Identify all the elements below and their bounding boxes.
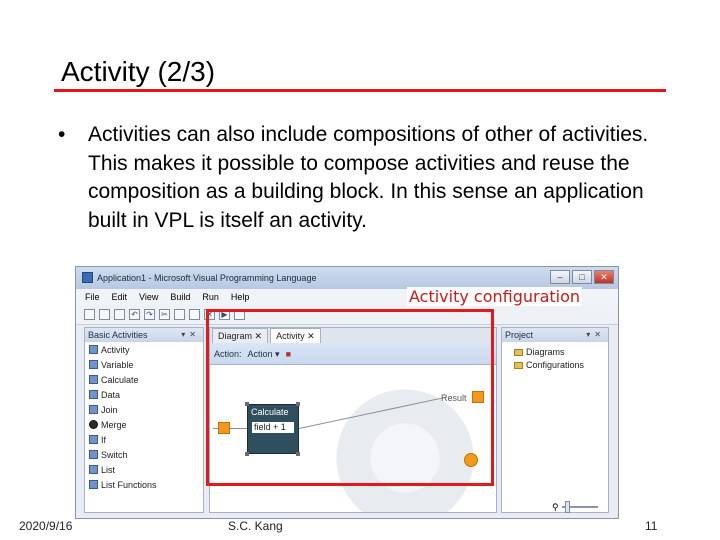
- footer-date: 2020/9/16: [19, 519, 73, 533]
- palette-item-list[interactable]: [85, 462, 203, 477]
- edit-actions-icon[interactable]: ■: [285, 349, 292, 359]
- merge-icon: [89, 420, 98, 429]
- activity-configuration-highlight: [206, 309, 494, 486]
- menu-edit[interactable]: Edit: [111, 292, 128, 302]
- menu-file[interactable]: File: [85, 292, 100, 302]
- action-label: Action:: [214, 349, 242, 359]
- paste-icon[interactable]: [189, 309, 200, 320]
- palette-item-label: Activity: [101, 344, 130, 355]
- palette-item-list-functions[interactable]: [85, 477, 203, 492]
- node-title: Calculate: [251, 407, 289, 417]
- menu-run[interactable]: Run: [202, 292, 219, 302]
- palette-item-label: Merge: [101, 419, 127, 430]
- list-functions-icon: [89, 480, 98, 489]
- window-titlebar: [76, 267, 618, 289]
- new-file-icon[interactable]: [84, 309, 95, 320]
- tab-close-icon[interactable]: ✕: [307, 331, 315, 341]
- palette-item-data[interactable]: [85, 387, 203, 402]
- data-icon: [89, 390, 98, 399]
- bullet-dot-icon: •: [58, 123, 66, 146]
- project-panel: [501, 327, 609, 513]
- palette-item-label: Variable: [101, 359, 134, 370]
- copy-icon[interactable]: [174, 309, 185, 320]
- slide-title: Activity (2/3): [61, 56, 216, 87]
- magnifier-icon: ⚲: [552, 501, 559, 512]
- tree-item-configurations[interactable]: [502, 359, 608, 372]
- palette-item-merge[interactable]: [85, 417, 203, 432]
- tree-item-label: Configurations: [526, 360, 585, 370]
- panel-close-icon[interactable]: ▾✕: [181, 330, 200, 339]
- palette-item-label: Data: [101, 389, 121, 400]
- delete-icon[interactable]: ✕: [204, 309, 215, 320]
- tree-item-label: Diagrams: [526, 347, 565, 357]
- maximize-button[interactable]: □: [572, 270, 592, 284]
- project-header: [502, 328, 608, 342]
- menu-view[interactable]: View: [139, 292, 159, 302]
- title-underline: [54, 89, 666, 92]
- bullet-point: [58, 121, 668, 235]
- join-icon: [89, 405, 98, 414]
- list-icon: [89, 465, 98, 474]
- palette-item-calculate[interactable]: [85, 372, 203, 387]
- footer-page-number: 11: [645, 519, 658, 533]
- save-icon[interactable]: [114, 309, 125, 320]
- undo-icon[interactable]: ↶: [129, 309, 140, 320]
- palette-item-label: If: [101, 434, 107, 445]
- palette-item-label: List Functions: [101, 479, 157, 490]
- variable-icon: [89, 360, 98, 369]
- palette-item-join[interactable]: [85, 402, 203, 417]
- open-folder-icon[interactable]: [99, 309, 110, 320]
- bullet-text: Activities can also include compositions of other of activities. This makes it possible to compose activities and reuse the composition as a building block. In this sense an application built in VPL is itself an activity.: [88, 123, 649, 232]
- cut-icon[interactable]: ✂: [159, 309, 170, 320]
- run-icon[interactable]: ▶: [219, 309, 230, 320]
- menu-help[interactable]: Help: [230, 292, 250, 302]
- palette-item-activity[interactable]: [85, 342, 203, 357]
- palette-item-variable[interactable]: [85, 357, 203, 372]
- zoom-control[interactable]: [552, 501, 612, 513]
- callout-label: Activity configuration: [409, 287, 581, 306]
- if-icon: [89, 435, 98, 444]
- node-expression-field[interactable]: field + 1: [251, 421, 295, 434]
- action-dropdown-value: Action: [247, 349, 273, 359]
- folder-icon: [514, 349, 523, 356]
- tab-label: Diagram: [218, 331, 253, 341]
- tree-item-diagrams[interactable]: [502, 346, 608, 359]
- folder-icon: [514, 362, 523, 369]
- palette-item-switch[interactable]: [85, 447, 203, 462]
- switch-icon: [89, 450, 98, 459]
- result-label: Result: [441, 393, 467, 403]
- minimize-button[interactable]: –: [550, 270, 570, 284]
- close-button[interactable]: ✕: [594, 270, 614, 284]
- redo-icon[interactable]: ↷: [144, 309, 155, 320]
- palette-header: [85, 328, 203, 342]
- tab-close-icon[interactable]: ✕: [254, 331, 263, 341]
- basic-activities-panel: [84, 327, 204, 513]
- palette-title: Basic Activities: [88, 330, 148, 340]
- calculate-icon: [89, 375, 98, 384]
- zoom-slider-thumb[interactable]: [565, 501, 570, 513]
- tab-label: Activity: [276, 331, 305, 341]
- menu-build[interactable]: Build: [170, 292, 191, 302]
- palette-item-label: Switch: [101, 449, 128, 460]
- app-icon: [82, 272, 93, 283]
- panel-close-icon[interactable]: ▾✕: [586, 330, 605, 339]
- zoom-slider-track[interactable]: [562, 506, 598, 508]
- palette-item-label: Join: [101, 404, 118, 415]
- palette-item-if[interactable]: [85, 432, 203, 447]
- project-title: Project: [505, 330, 534, 340]
- activity-icon: [89, 345, 98, 354]
- palette-item-label: List: [101, 464, 116, 475]
- footer-author: S.C. Kang: [228, 519, 283, 533]
- palette-item-label: Calculate: [101, 374, 139, 385]
- chevron-down-icon: ▾: [275, 349, 280, 359]
- window-title: Application1 - Microsoft Visual Programming Language: [97, 273, 317, 283]
